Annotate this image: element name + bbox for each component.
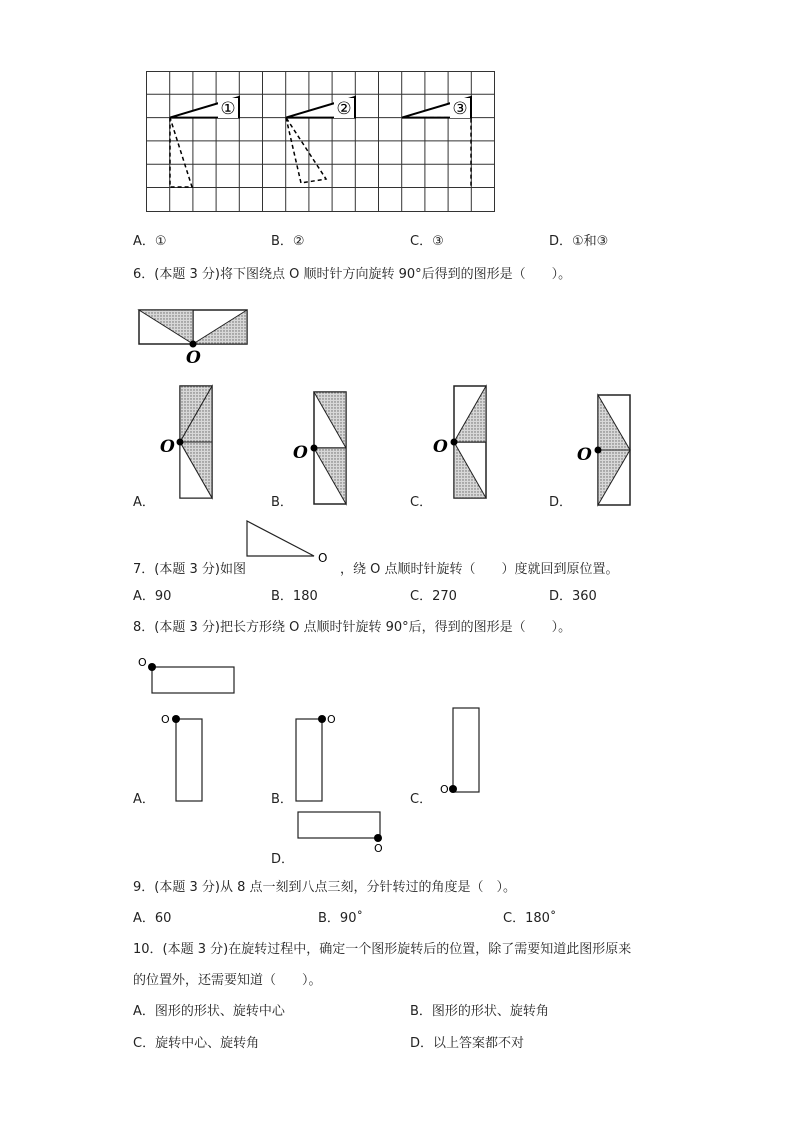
q5-grid-figure: [146, 71, 498, 213]
q10-option-c[interactable]: C．旋转中心、旋转角: [133, 1036, 260, 1051]
q8-option-c-figure: [436, 704, 486, 802]
q8-option-a-point: O: [161, 713, 170, 726]
q10-stem-line2: 的位置外，还需要知道（ ）。: [133, 973, 322, 988]
q7-option-d[interactable]: D．360: [549, 589, 597, 604]
label-circle-1: ①: [220, 99, 236, 119]
q10-option-d[interactable]: D．以上答案都不对: [410, 1036, 525, 1051]
q8-option-a-figure: [158, 708, 208, 806]
q8-option-c-point: O: [440, 783, 449, 796]
triangle-1-rotated: [170, 118, 192, 187]
q6-option-b-figure: [292, 389, 352, 509]
q8-stem: 8．(本题 3 分)把长方形绕 O 点顺时针旋转 90°后，得到的图形是（ ）。: [133, 620, 572, 635]
q10-option-b[interactable]: B．图形的形状、旋转角: [410, 1004, 549, 1019]
triangle-3-rotated: [402, 118, 471, 187]
q9-option-a[interactable]: A．60: [133, 911, 172, 926]
q6-option-b[interactable]: B．: [271, 495, 293, 510]
q8-option-b[interactable]: B．: [271, 792, 293, 807]
label-circle-2: ②: [336, 99, 352, 119]
q6-option-c-figure: [432, 383, 492, 509]
label-circle-3: ③: [452, 99, 468, 119]
q9-stem: 9．(本题 3 分)从 8 点一刻到八点三刻，分针转过的角度是（ ）。: [133, 880, 516, 895]
q7-stem-part2: ，绕 O 点顺时针旋转（ ）度就回到原位置。: [340, 562, 619, 577]
q6-original-figure: [136, 306, 252, 366]
q8-original-rectangle: [134, 656, 240, 696]
q8-option-b-point: O: [327, 713, 336, 726]
q6-option-b-point: O: [293, 443, 308, 463]
q5-option-a[interactable]: A．①: [133, 234, 167, 249]
q6-option-a[interactable]: A．: [133, 495, 155, 510]
q6-point-o: O: [186, 348, 201, 366]
grid-lines: [146, 71, 495, 212]
q9-option-c[interactable]: C．180˚: [503, 911, 557, 926]
triangle-2-rotated: [286, 118, 326, 183]
q7-stem-part1: 7．(本题 3 分)如图: [133, 562, 246, 577]
q7-point-o: O: [318, 551, 328, 564]
q5-option-d[interactable]: D．①和③: [549, 234, 609, 249]
q7-option-a[interactable]: A．90: [133, 589, 172, 604]
q5-option-b[interactable]: B．②: [271, 234, 305, 249]
q7-triangle-figure: [244, 518, 334, 564]
q6-option-a-figure: [160, 383, 220, 509]
q6-option-d-point: O: [577, 445, 592, 465]
q6-option-c[interactable]: C．: [410, 495, 433, 510]
q10-stem-line1: 10．(本题 3 分)在旋转过程中，确定一个图形旋转后的位置，除了需要知道此图形原来: [133, 942, 632, 957]
q7-option-c[interactable]: C．270: [410, 589, 457, 604]
q8-option-d-point: O: [374, 842, 383, 855]
q6-stem: 6．(本题 3 分)将下图绕点 O 顺时针方向旋转 90°后得到的图形是（ ）。: [133, 267, 572, 282]
q8-option-a[interactable]: A．: [133, 792, 155, 807]
q6-option-d[interactable]: D．: [549, 495, 573, 510]
q8-point-o: O: [138, 656, 147, 669]
q7-option-b[interactable]: B．180: [271, 589, 318, 604]
q8-option-c[interactable]: C．: [410, 792, 433, 807]
q8-option-d[interactable]: D．: [271, 852, 295, 867]
q5-option-c[interactable]: C．③: [410, 234, 444, 249]
q8-option-b-figure: [292, 708, 342, 806]
q10-option-a[interactable]: A．图形的形状、旋转中心: [133, 1004, 285, 1019]
q9-option-b[interactable]: B．90˚: [318, 911, 363, 926]
q6-option-a-point: O: [160, 437, 175, 457]
q8-option-d-figure: [294, 808, 388, 856]
q6-option-c-point: O: [433, 437, 448, 457]
q6-option-d-figure: [576, 392, 636, 508]
